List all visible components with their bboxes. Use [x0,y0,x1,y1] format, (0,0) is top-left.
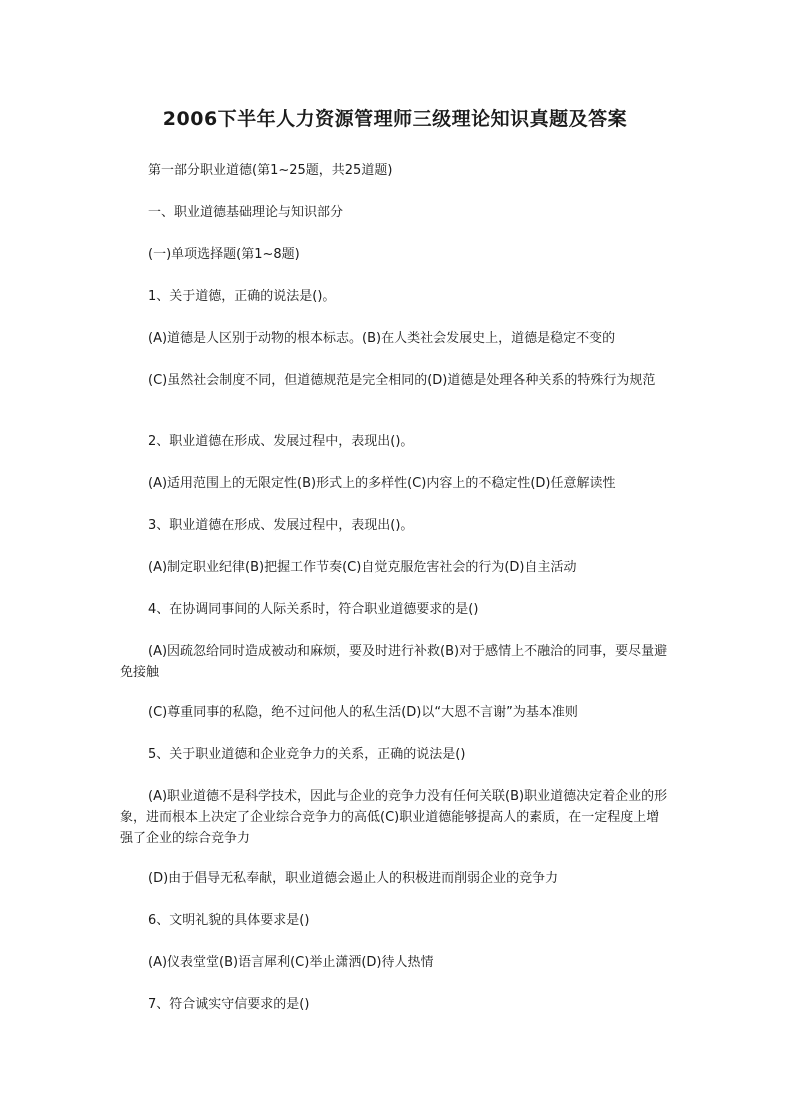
question-7: 7、符合诚实守信要求的是() [148,997,310,1012]
question-6-options: (A)仪表堂堂(B)语言犀利(C)举止潇洒(D)待人热情 [148,955,434,970]
question-1-options-continued: (C)虽然社会制度不同，但道德规范是完全相同的(D)道德是处理各种关系的特殊行为规范 [148,373,656,388]
question-1: 1、关于道德，正确的说法是()。 [148,289,336,304]
question-4: 4、在协调同事间的人际关系时，符合职业道德要求的是() [148,602,479,617]
question-5: 5、关于职业道德和企业竞争力的关系，正确的说法是() [148,747,466,762]
question-2: 2、职业道德在形成、发展过程中，表现出()。 [148,434,414,449]
question-2-options: (A)适用范围上的无限定性(B)形式上的多样性(C)内容上的不稳定性(D)任意解读性 [148,476,616,491]
question-3-options: (A)制定职业纪律(B)把握工作节奏(C)自觉克服危害社会的行为(D)自主活动 [148,560,577,575]
question-4-options-continued: (C)尊重同事的私隐，绝不过问他人的私生活(D)以“大恩不言谢”为基本准则 [148,705,578,720]
question-4-options: (A)因疏忽给同时造成被动和麻烦，要及时进行补救(B)对于感情上不融洽的同事，要尽量避免接触 [120,644,668,680]
question-5-options-continued: (D)由于倡导无私奉献，职业道德会遏止人的积极进而削弱企业的竞争力 [148,871,559,886]
document-title: 2006下半年人力资源管理师三级理论知识真题及答案 [162,108,628,130]
question-6: 6、文明礼貌的具体要求是() [148,913,310,928]
section-heading: 第一部分职业道德(第1~25题，共25道题) [148,163,393,178]
question-5-options: (A)职业道德不是科学技术，因此与企业的竞争力没有任何关联(B)职业道德决定着企业的形象，进而根本上决定了企业综合竞争力的高低(C)职业道德能够提高人的素质，在一定程度上增强了企业的综合竞争力 [120,789,668,846]
subsection-heading: 一、职业道德基础理论与知识部分 [148,205,344,220]
question-3: 3、职业道德在形成、发展过程中，表现出()。 [148,518,414,533]
question-1-options: (A)道德是人区别于动物的根本标志。(B)在人类社会发展史上，道德是稳定不变的 [148,331,616,346]
question-group-heading: (一)单项选择题(第1~8题) [148,247,300,262]
